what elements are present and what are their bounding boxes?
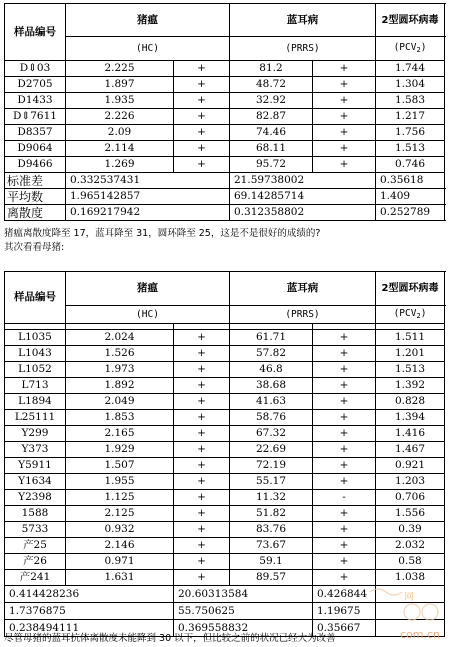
hc-value: 1.526 (66, 346, 174, 362)
pcv-value: 1.304 (376, 77, 445, 93)
table-row (5, 538, 445, 554)
sample-id: D1433 (5, 93, 66, 109)
table-1 (4, 3, 445, 221)
unit-pcv: $(PCV_2)$ (376, 37, 445, 61)
prrs-value: 72.19 (230, 458, 313, 474)
stat-label: 平均数 (5, 189, 66, 205)
hc-sign: + (174, 410, 230, 426)
prrs-sign: + (313, 330, 376, 346)
stats-row (5, 189, 445, 205)
sample-id: D9466 (5, 157, 66, 173)
prrs-sign: + (313, 458, 376, 474)
hc-sign: + (174, 61, 230, 77)
hc-stat: 0.332537431 (66, 173, 230, 189)
hc-value: 1.892 (66, 378, 174, 394)
hc-sign: + (174, 490, 230, 506)
sample-id: 产241 (5, 570, 66, 586)
pcv-stat: 0.252789 (376, 205, 445, 221)
hc-sign: + (174, 570, 230, 586)
prrs-sign: + (313, 125, 376, 141)
sample-id: 产25 (5, 538, 66, 554)
prrs-sign: + (313, 61, 376, 77)
table-row (5, 554, 445, 570)
sample-id: Y373 (5, 442, 66, 458)
prrs-sign: + (313, 346, 376, 362)
table-row (5, 330, 445, 346)
table-row (5, 506, 445, 522)
watermark-text: 网 (404, 592, 414, 603)
prrs-sign: - (313, 490, 376, 506)
hc-value: 1.631 (66, 570, 174, 586)
prrs-value: 83.76 (230, 522, 313, 538)
prrs-value: 11.32 (230, 490, 313, 506)
pcv-value: 1.217 (376, 109, 445, 125)
hc-stat: 1.7376875 (5, 603, 174, 620)
table-row (5, 141, 445, 157)
prrs-value: 38.68 (230, 378, 313, 394)
prrs-value: 32.92 (230, 93, 313, 109)
hc-value: 2.225 (66, 61, 174, 77)
table-row (5, 522, 445, 538)
prrs-value: 81.2 (230, 61, 313, 77)
prrs-value: 74.46 (230, 125, 313, 141)
pcv-value: 0.58 (376, 554, 445, 570)
prrs-sign: + (313, 109, 376, 125)
prrs-value: 51.82 (230, 506, 313, 522)
header-pcv2: 2型圆环病毒 (376, 4, 445, 37)
table-row (5, 346, 445, 362)
sample-id: D8357 (5, 125, 66, 141)
hc-sign: + (174, 506, 230, 522)
table-row (5, 442, 445, 458)
sample-id: Y5911 (5, 458, 66, 474)
pcv-value: 1.392 (376, 378, 445, 394)
hc-value: 2.226 (66, 109, 174, 125)
header-swine-fever: 猪瘟 (66, 272, 230, 306)
hc-value: 2.09 (66, 125, 174, 141)
stat-label: 标准差 (5, 173, 66, 189)
hc-value: 1.125 (66, 490, 174, 506)
prrs-stat: 21.59738002 (230, 173, 376, 189)
pcv-stat: 1.409 (376, 189, 445, 205)
note-discrete-reduction: 猪瘟离散度降至 17，蓝耳降至 31，圆环降至 25，这是不是很好的成绩的? (4, 228, 321, 239)
prrs-stat: 20.60313584 (174, 586, 313, 603)
table-row (5, 362, 445, 378)
sample-id: L1035 (5, 330, 66, 346)
prrs-sign: + (313, 141, 376, 157)
table-row (5, 410, 445, 426)
table-row (5, 426, 445, 442)
sample-id: L713 (5, 378, 66, 394)
prrs-value: 68.11 (230, 141, 313, 157)
prrs-value: 82.87 (230, 109, 313, 125)
stat-label: 离散度 (5, 205, 66, 221)
prrs-sign: + (313, 77, 376, 93)
table-row (5, 394, 445, 410)
table-row (5, 157, 445, 173)
sample-id: L25111 (5, 410, 66, 426)
prrs-value: 46.8 (230, 362, 313, 378)
hc-sign: + (174, 554, 230, 570)
hc-sign: + (174, 125, 230, 141)
prrs-sign: + (313, 410, 376, 426)
hc-sign: + (174, 538, 230, 554)
pcv-stat: 0.426844 (313, 586, 376, 603)
pcv-value: 0.828 (376, 394, 445, 410)
hc-value: 2.165 (66, 426, 174, 442)
prrs-sign: + (313, 93, 376, 109)
pcv-value: 1.744 (376, 61, 445, 77)
sample-id: Y299 (5, 426, 66, 442)
hc-sign: + (174, 141, 230, 157)
hc-value: 2.114 (66, 141, 174, 157)
hc-stat: 0.169217942 (66, 205, 230, 221)
sample-id: Y2398 (5, 490, 66, 506)
prrs-sign: + (313, 474, 376, 490)
hc-sign: + (174, 458, 230, 474)
prrs-value: 22.69 (230, 442, 313, 458)
watermark-site: com.cn (400, 628, 441, 641)
header-prrs: 蓝耳病 (230, 272, 376, 306)
pcv-stat: 0.35618 (376, 173, 445, 189)
prrs-sign: + (313, 538, 376, 554)
prrs-value: 41.63 (230, 394, 313, 410)
hc-sign: + (174, 426, 230, 442)
pcv-value: 1.394 (376, 410, 445, 426)
hc-value: 1.929 (66, 442, 174, 458)
hc-sign: + (174, 394, 230, 410)
hc-value: 2.024 (66, 330, 174, 346)
hc-stat: 0.414428236 (5, 586, 174, 603)
hc-stat: 0.238494111 (5, 620, 174, 637)
sample-id: L1052 (5, 362, 66, 378)
stats-row (5, 173, 445, 189)
pcv-value: 1.203 (376, 474, 445, 490)
pcv-value: 0.39 (376, 522, 445, 538)
pcv-value: 1.467 (376, 442, 445, 458)
prrs-sign: + (313, 554, 376, 570)
table-row (5, 474, 445, 490)
hc-value: 1.935 (66, 93, 174, 109)
pcv-value: 1.556 (376, 506, 445, 522)
header-pcv2: 2型圆环病毒 (376, 272, 445, 306)
site-watermark (360, 582, 448, 642)
sample-id: Y1634 (5, 474, 66, 490)
table-row (5, 378, 445, 394)
hc-sign: + (174, 330, 230, 346)
sample-id: D⇕03 (5, 61, 66, 77)
hc-sign: + (174, 474, 230, 490)
hc-value: 0.932 (66, 522, 174, 538)
hc-value: 1.507 (66, 458, 174, 474)
sample-id: 1588 (5, 506, 66, 522)
pcv-value: 1.038 (376, 570, 445, 586)
hc-sign: + (174, 378, 230, 394)
prrs-stat: 0.312358802 (230, 205, 376, 221)
note-sow-prrs-conclusion: 尽管母猪的蓝耳抗体离散度未能降到 30 以下，但比较之前的状况已经大为改善 (4, 633, 336, 644)
prrs-value: 48.72 (230, 77, 313, 93)
prrs-sign: + (313, 362, 376, 378)
hc-value: 0.971 (66, 554, 174, 570)
hc-value: 1.853 (66, 410, 174, 426)
sample-id: D⇕7611 (5, 109, 66, 125)
hc-stat: 1.965142857 (66, 189, 230, 205)
table-row (5, 458, 445, 474)
sample-id: D2705 (5, 77, 66, 93)
pcv-value: 1.513 (376, 141, 445, 157)
hc-sign: + (174, 362, 230, 378)
watermark-graphic (360, 582, 448, 642)
prrs-value: 58.76 (230, 410, 313, 426)
sample-id: L1043 (5, 346, 66, 362)
header-prrs: 蓝耳病 (230, 4, 376, 37)
prrs-sign: + (313, 426, 376, 442)
pcv-value: 0.921 (376, 458, 445, 474)
header-sample-id: 样品编号 (5, 272, 66, 324)
pcv-value: 1.201 (376, 346, 445, 362)
prrs-stat: 0.369558832 (174, 620, 313, 637)
unit-hc: (HC) (66, 306, 230, 324)
hc-sign: + (174, 157, 230, 173)
table-row (5, 77, 445, 93)
prrs-value: 55.17 (230, 474, 313, 490)
prrs-sign: + (313, 442, 376, 458)
prrs-stat: 55.750625 (174, 603, 313, 620)
pcv-value: 1.513 (376, 362, 445, 378)
prrs-stat: 69.14285714 (230, 189, 376, 205)
sample-id: L1894 (5, 394, 66, 410)
hc-sign: + (174, 522, 230, 538)
table-row (5, 125, 445, 141)
pcv-value: 0.746 (376, 157, 445, 173)
prrs-value: 61.71 (230, 330, 313, 346)
prrs-value: 73.67 (230, 538, 313, 554)
prrs-value: 89.57 (230, 570, 313, 586)
pcv-stat: 1.19675 (313, 603, 376, 620)
prrs-value: 59.1 (230, 554, 313, 570)
table-row (5, 93, 445, 109)
stats-row (5, 205, 445, 221)
prrs-sign: + (313, 378, 376, 394)
prrs-sign: + (313, 506, 376, 522)
sample-id: 产26 (5, 554, 66, 570)
pcv-value: 1.756 (376, 125, 445, 141)
sample-id: D9064 (5, 141, 66, 157)
header-swine-fever: 猪瘟 (66, 4, 230, 37)
prrs-value: 95.72 (230, 157, 313, 173)
hc-value: 1.269 (66, 157, 174, 173)
table-row (5, 490, 445, 506)
pcv-value: 2.032 (376, 538, 445, 554)
hc-sign: + (174, 346, 230, 362)
pcv-value: 1.416 (376, 426, 445, 442)
hc-value: 1.955 (66, 474, 174, 490)
header-sample-id: 样品编号 (5, 4, 66, 61)
note-sows-intro: 其次看看母猪: (4, 242, 65, 253)
pcv-value: 1.583 (376, 93, 445, 109)
hc-value: 2.125 (66, 506, 174, 522)
hc-value: 2.049 (66, 394, 174, 410)
hc-value: 1.973 (66, 362, 174, 378)
hc-sign: + (174, 93, 230, 109)
hc-value: 2.146 (66, 538, 174, 554)
unit-prrs: (PRRS) (230, 306, 376, 324)
pcv-stat: 0.35667 (313, 620, 376, 637)
prrs-sign: + (313, 570, 376, 586)
sample-id: 5733 (5, 522, 66, 538)
pcv-value: 1.511 (376, 330, 445, 346)
hc-sign: + (174, 442, 230, 458)
prrs-value: 57.82 (230, 346, 313, 362)
table-row (5, 109, 445, 125)
pcv-value: 0.706 (376, 490, 445, 506)
unit-prrs: (PRRS) (230, 37, 376, 61)
prrs-sign: + (313, 394, 376, 410)
hc-sign: + (174, 77, 230, 93)
prrs-sign: + (313, 522, 376, 538)
table-row (5, 61, 445, 77)
prrs-value: 67.32 (230, 426, 313, 442)
hc-value: 1.897 (66, 77, 174, 93)
unit-pcv: $(PCV_2)$ (376, 306, 445, 324)
prrs-sign: + (313, 157, 376, 173)
unit-hc: (HC) (66, 37, 230, 61)
hc-sign: + (174, 109, 230, 125)
